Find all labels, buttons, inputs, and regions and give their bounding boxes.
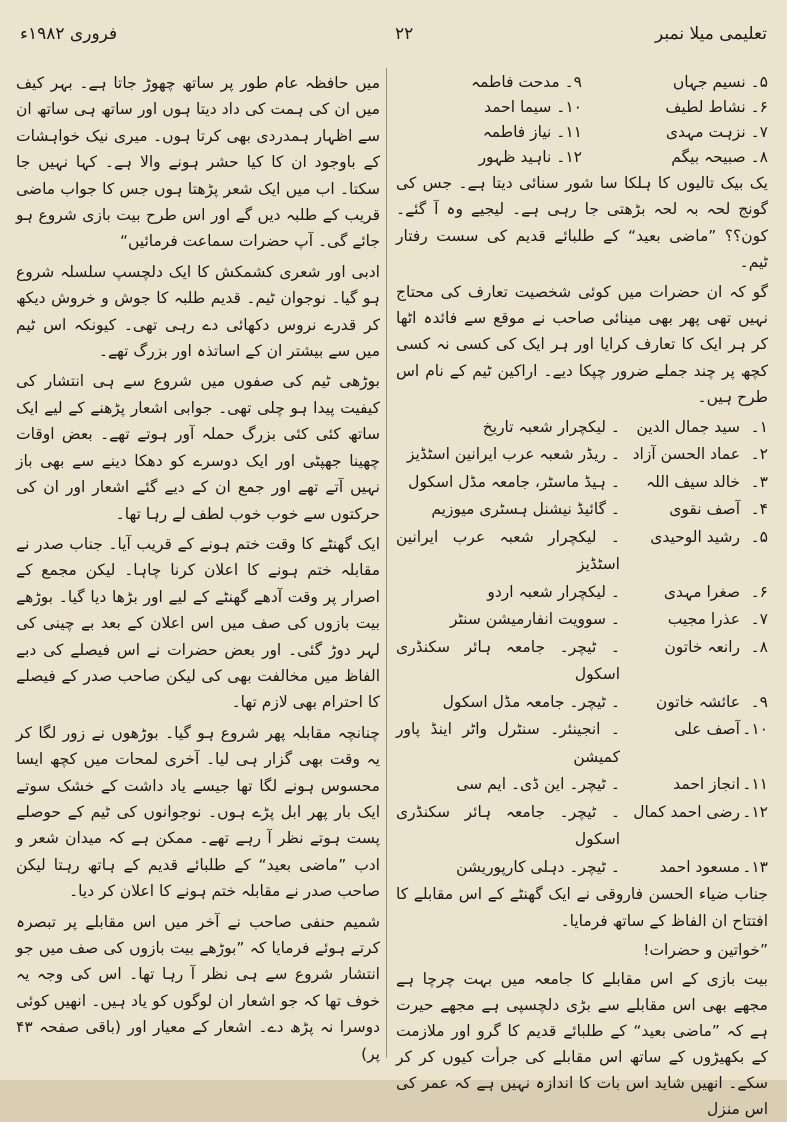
- member-designation: ۔ انجینئر۔ سنٹرل واٹر اینڈ پاور کمیشن: [396, 720, 620, 766]
- list-row: [396, 95, 768, 120]
- list-item: ۱۱۔ نیاز فاطمہ: [482, 123, 582, 141]
- member-designation: ۔ سوویت انفارمیشن سنٹر: [449, 610, 620, 629]
- list-item: [396, 579, 768, 607]
- list-item: [396, 854, 768, 882]
- member-designation: ۔ ٹیچر۔ جامعہ ہائر سکنڈری اسکول: [396, 637, 620, 684]
- member-name: خالد سیف اللہ: [646, 472, 740, 491]
- list-item: ۱۰۔ سیما احمد: [484, 98, 582, 116]
- member-name: آصف علی: [674, 720, 740, 739]
- member-number: ۴۔: [750, 500, 768, 519]
- member-name: آصف نقوی: [669, 500, 740, 519]
- member-name: عماد الحسن آزاد: [632, 445, 740, 464]
- list-item: [396, 606, 768, 634]
- member-name: رشید الوحیدی: [650, 527, 740, 546]
- list-row: [396, 145, 768, 170]
- member-name: عذرا مجیب: [667, 610, 740, 629]
- member-designation: ۔ ٹیچر۔ دہلی کارپوریشن: [456, 857, 620, 876]
- paragraph: جناب ضیاء الحسن فاروقی نے ایک گھنٹے کے اس مقابلے کا افتتاح ان الفاظ کے ساتھ فرمایا۔: [396, 885, 768, 930]
- member-number: ۵۔: [750, 527, 768, 546]
- list-row: [396, 120, 768, 145]
- list-item: ۷۔ نزہت مہدی: [665, 123, 768, 141]
- list-item: ۹۔ مدحت فاطمہ: [470, 73, 582, 91]
- list-item: [396, 441, 768, 469]
- list-item: [396, 799, 768, 854]
- team-members-list: [396, 414, 768, 882]
- header-issue-title: تعلیمی میلا نمبر: [655, 24, 767, 44]
- member-designation: ۔ ریڈر شعبہ عرب ایرانین اسٹڈیز: [407, 445, 620, 464]
- list-item: ۶۔ نشاط لطیف: [665, 98, 768, 116]
- member-designation: ۔ لیکچرار شعبہ عرب ایرانین اسٹڈیز: [396, 527, 620, 574]
- member-number: ۲۔: [750, 445, 768, 464]
- member-number: ۷۔: [750, 610, 768, 629]
- paragraph: بیت بازی کے اس مقابلے کا جامعہ میں بہت چرچا ہے مجھے بھی اس مقابلے سے بڑی دلچسپی ہے مجھے حیرت ہے کہ ”ماضی بعید“ کے طلبائے قدیم کا گرو اور ملازمت کے بکھیڑوں کے ساتھ اس مقابلے کی جرأت کیوں کر کر سکے۔ انھیں شاید اس بات کا اندازہ نہیں ہے کہ عمر کی اس منزل: [396, 970, 768, 1119]
- paragraph: ادبی اور شعری کشمکش کا ایک دلچسپ سلسلہ شروع ہو گیا۔ نوجوان ٹیم۔ قدیم طلبہ کا جوش و خروش دیکھ کر قدرے نروس دکھائی دے رہی تھی۔ کیونکہ اس ٹیم میں سے بیشتر ان کے اساتذہ اور بزرگ تھے۔: [16, 262, 380, 361]
- member-name: مسعود احمد: [659, 857, 740, 876]
- member-number: ۸۔: [750, 637, 768, 656]
- member-designation: ۔ ٹیچر۔ جامعہ ہائر سکنڈری اسکول: [396, 802, 620, 849]
- paragraph: یک بیک تالیوں کا ہلکا سا شور سنائی دیتا ہے۔ جس کی گونج لحہ بہ لحہ بڑھتی جا رہی ہے۔ لیجیے وہ آ گئے۔ کون؟؟ ”ماضی بعید“ کے طلبائے قدیم کی سست رفتار ٹیم۔: [396, 174, 768, 272]
- member-number: ۱۰۔: [742, 720, 768, 739]
- list-item: [396, 496, 768, 524]
- top-name-list: [396, 70, 768, 170]
- right-column: [396, 70, 768, 1119]
- member-name: انجاز احمد: [673, 775, 740, 794]
- member-number: ۹۔: [750, 692, 768, 711]
- header-date: فروری ۱۹۸۲ء: [20, 24, 118, 44]
- member-number: ۱۔: [750, 417, 768, 436]
- list-item: [396, 716, 768, 771]
- paragraph: گو کہ ان حضرات میں کوئی شخصیت تعارف کی محتاج نہیں تھی پھر بھی مینائی صاحب نے موقع سے فائدہ اٹھا کر ہر ایک کا تعارف کرایا اور ہر ایک کی کسی نہ کسی کچھ پر چند جملے ضرور چپکا دیے۔ اراکین ٹیم کے نام اس طرح ہیں۔: [396, 282, 768, 407]
- list-item: [396, 689, 768, 717]
- member-name: رانعہ خاتون: [664, 637, 740, 656]
- paragraph: چنانچہ مقابلہ پھر شروع ہو گیا۔ بوڑھوں نے زور لگا کر یہ وقت بھی گزار ہی لیا۔ آخری لمحات میں کچھ ایسا محسوس ہونے لگا تھا جیسے یاد داشت کے خشک سوتے ایک بار پھر ابل پڑے ہوں۔ نوجوانوں کی ٹیم کے حوصلے پست ہوتے نظر آ رہے تھے۔ ممکن ہے کہ میدان شعر و ادب ”ماضی بعید“ کے طلبائے قدیم کے ہاتھ رہتا لیکن صاحب صدر نے مقابلہ ختم ہونے کا اعلان کر دیا۔: [16, 723, 380, 901]
- member-number: ۱۲۔: [742, 802, 768, 821]
- list-row: [396, 70, 768, 95]
- member-number: ۳۔: [750, 472, 768, 491]
- paragraph: شمیم حنفی صاحب نے آخر میں اس مقابلے پر تبصرہ کرتے ہوئے فرمایا کہ ”بوڑھے بیت بازوں کی صف میں جو انتشار شروع سے ہی نظر آ رہا تھا۔ اس کی وجہ یہ خوف تھا کہ جو اشعار ان لوگوں کو یاد ہیں۔ انھیں کوئی دوسرا نہ پڑھ دے۔ اشعار کے معیار اور (باقی صفحہ ۴۳ پر): [16, 912, 380, 1063]
- member-designation: ۔ لیکچرار شعبہ تاریخ: [482, 417, 620, 436]
- member-number: ۱۱۔: [742, 775, 768, 794]
- list-item: ۵۔ نسیم جہاں: [672, 73, 768, 91]
- page-header: [20, 16, 767, 58]
- member-name: سید جمال الدین: [636, 417, 740, 436]
- member-designation: ۔ لیکچرار شعبہ اردو: [487, 582, 620, 601]
- member-name: صغرا مہدی: [663, 582, 740, 601]
- paragraph: میں حافظہ عام طور پر ساتھ چھوڑ جاتا ہے۔ بہر کیف میں ان کی ہمت کی داد دیتا ہوں اور ساتھ ہی ساتھ ان سے اظہار ہمدردی بھی کرتا ہوں۔ میری نیک خواہشات کے باوجود ان کا کیا حشر ہونے والا ہے۔ کہا نہیں جا سکتا۔ اب میں ایک شعر پڑھتا ہوں جس کا جواب ماضی قریب کے طلبہ دیں گے اور اس طرح بیت بازی شروع ہو جائے گی۔ آپ حضرات سماعت فرمائیں“: [16, 74, 380, 251]
- member-name: عائشہ خاتون: [655, 692, 740, 711]
- member-number: ۶۔: [750, 582, 768, 601]
- salutation: ”خواتین و حضرات!: [643, 940, 768, 959]
- paragraph: بوڑھی ٹیم کی صفوں میں شروع سے ہی انتشار کی کیفیت پیدا ہو چلی تھی۔ جوابی اشعار پڑھنے کے لیے ایک ساتھ کئی کئی بزرگ حملہ آور ہوتے تھے۔ بعض اوقات چھینا جھپٹی اور ایک دوسرے کو دھکا دینے سے بھی باز نہیں آتے تھے اور جمع ان کے دیے گئے اشعار اور ان کی حرکتوں سے خوب خوب لطف لے رہا تھا۔: [16, 372, 380, 523]
- member-designation: ۔ ہیڈ ماسٹر، جامعہ مڈل اسکول: [408, 472, 620, 491]
- left-column: [16, 70, 380, 1062]
- member-designation: ۔ ٹیچر۔ جامعہ مڈل اسکول: [442, 692, 620, 711]
- list-item: [396, 771, 768, 799]
- list-item: [396, 524, 768, 579]
- list-item: [396, 634, 768, 689]
- list-item: [396, 469, 768, 497]
- member-designation: ۔ گائیڈ نیشنل ہسٹری میوزیم: [431, 500, 620, 519]
- member-number: ۱۳۔: [742, 857, 768, 876]
- list-item: [396, 414, 768, 442]
- paragraph: ایک گھنٹے کا وقت ختم ہونے کے قریب آیا۔ جناب صدر نے مقابلہ ختم ہونے کا اعلان کرنا چاہا۔ لیکن مجمع کے اصرار پر وقت آدھے گھنٹے کے لیے اور بڑھا دیا گیا۔ بوڑھے بیت بازوں کی صف میں اس اعلان کے بعد بے چینی کی لہر دوڑ گئی۔ اور بعض حضرات نے اس فیصلے کی دبے الفاظ میں مخالفت بھی کی لیکن صاحب صدر کے فیصلے کا احترام بھی لازم تھا۔: [16, 534, 380, 712]
- page-number: ۲۲: [395, 24, 414, 44]
- member-designation: ۔ ٹیچر۔ این ڈی۔ ایم سی: [456, 775, 620, 794]
- member-name: رضی احمد کمال: [633, 802, 740, 821]
- column-divider: [386, 68, 387, 1058]
- list-item: ۸۔ صبیحہ بیگم: [671, 148, 768, 166]
- list-item: ۱۲۔ ناہید ظہور: [478, 148, 582, 166]
